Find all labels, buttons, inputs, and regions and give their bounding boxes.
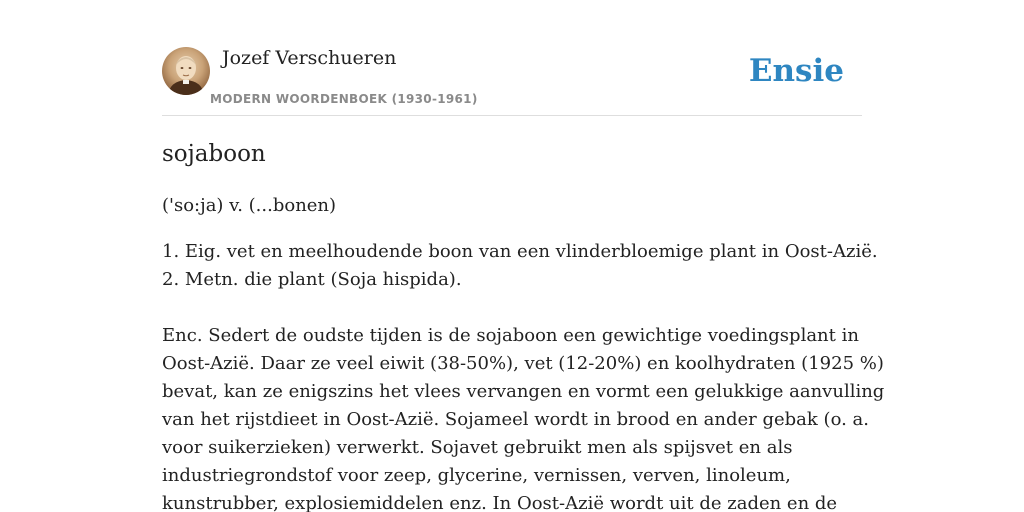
- source-label[interactable]: MODERN WOORDENBOEK (1930-1961): [210, 92, 478, 106]
- encyclopedia-line: voor suikerzieken) verwerkt. Sojavet gebruikt men als spijsvet en als: [162, 437, 793, 458]
- encyclopedia-line: Enc. Sedert de oudste tijden is de sojaboon een gewichtige voedingsplant in: [162, 325, 859, 346]
- definition-2: 2. Metn. die plant (Soja hispida).: [162, 269, 462, 290]
- encyclopedia-line: bevat, kan ze enigszins het vlees vervangen en vormt een gelukkige aanvulling: [162, 381, 885, 402]
- encyclopedia-line: industriegrondstof voor zeep, glycerine, vernissen, verven, linoleum,: [162, 465, 791, 486]
- encyclopedia-line: van het rijstdieet in Oost-Azië. Sojameel wordt in brood en ander gebak (o. a.: [162, 409, 869, 430]
- author-portrait-icon: [162, 47, 210, 95]
- definition-1: 1. Eig. vet en meelhoudende boon van een vlinderbloemige plant in Oost-Azië.: [162, 241, 878, 262]
- paragraph-gap: [162, 294, 852, 322]
- pronunciation: ('so:ja) v. (...bonen): [162, 195, 337, 216]
- author-avatar[interactable]: [162, 47, 210, 95]
- encyclopedia-paragraph: [162, 322, 885, 512]
- encyclopedia-line: Oost-Azië. Daar ze veel eiwit (38-50%), vet (12-20%) en koolhydraten (1925 %): [162, 353, 884, 374]
- author-name[interactable]: Jozef Verschueren: [222, 47, 397, 69]
- encyclopedia-line: kunstrubber, explosiemiddelen enz. In Oost-Azië wordt uit de zaden en de: [162, 493, 838, 512]
- entry-content: [162, 138, 885, 512]
- ensie-logo[interactable]: Ensie: [748, 53, 844, 89]
- entry-header: [162, 45, 862, 115]
- header-divider: [162, 115, 862, 116]
- entry-title: sojaboon: [162, 141, 266, 167]
